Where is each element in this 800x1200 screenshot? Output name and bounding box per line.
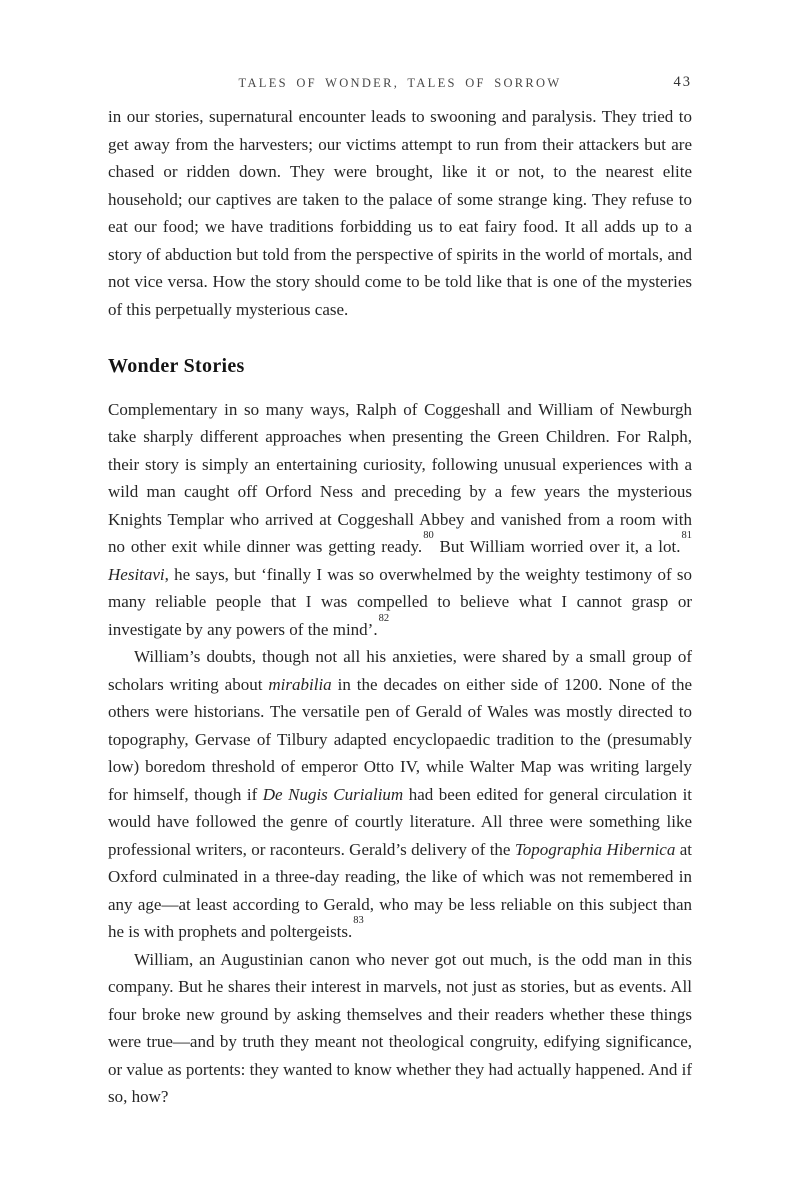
section-heading: Wonder Stories xyxy=(108,355,245,377)
paragraph xyxy=(108,396,692,644)
paragraph xyxy=(108,103,692,323)
italic-text: De Nugis Curialium xyxy=(262,784,404,804)
italic-text: Topographia Hibernica xyxy=(514,839,676,859)
italic-text: Hesitavi xyxy=(108,564,165,584)
text-run: William, an Augustinian canon who never got out much, is the odd man in this company. But he shares their interest in marvels, not just as stories, but as events. All four broke new ground by asking themselves and their readers whether these things were true—and by truth they meant not theological congruity, edifying significance, or value as portents: they wanted to know whether they had actually happened. And if so, how? xyxy=(108,949,692,1106)
page-number: 43 xyxy=(673,74,692,90)
text-run: had been edited for general circulation it would have followed the genre of courtly literature. All three were something like professional writers, or raconteurs. Gerald’s delivery of the xyxy=(108,784,693,859)
text-run: But William worried over it, a lot. xyxy=(433,537,681,556)
footnote-reference: 82 xyxy=(378,612,390,624)
paragraph xyxy=(108,643,692,946)
italic-text: mirabilia xyxy=(268,674,332,694)
text-run: at Oxford culminated in a three-day reading, the like of which was not remembered in any age—at least according to Gerald, who may be less reliable on this subject than he is with prophets and poltergeists. xyxy=(108,839,692,941)
footnote-reference: 80 xyxy=(423,530,434,542)
text-run: Complementary in so many ways, Ralph of Coggeshall and William of Newburgh take sharply different approaches when presenting the Green Children. For Ralph, their story is simply an entertaining curiosity, following unusual experiences with a wild man caught off Orford Ness and preceding by a few years the mysterious Knights Templar who arrived at Coggeshall Abbey and vanished from a room with no other exit while dinner was getting ready. xyxy=(108,399,692,556)
footnote-reference: 83 xyxy=(353,915,364,927)
page-header xyxy=(108,74,692,96)
paragraph xyxy=(108,946,692,1111)
footnote-reference: 81 xyxy=(681,530,692,542)
text-run: William’s doubts, though not all his anxieties, were shared by a small group of scholars writing about xyxy=(108,647,692,694)
text-run: , he says, but ‘finally I was so overwhelmed by the weighty testimony of so many reliable people that I was compelled to believe what I cannot grasp or investigate by any powers of the mind’. xyxy=(108,564,692,639)
text-run: in our stories, supernatural encounter leads to swooning and paralysis. They tried to get away from the harvesters; our victims attempt to run from their attackers but are chased or ridden down. They were brought, like it or not, to the nearest elite household; our captives are taken to the palace of some strange king. They refuse to eat our food; we have traditions forbidding us to eat fairy food. It all adds up to a story of abduction but told from the perspective of spirits in the world of mortals, and not vice versa. How the story should come to be told like that is one of the mysteries of this perpetually mysterious case. xyxy=(108,107,692,319)
body-text xyxy=(108,103,692,1111)
text-run: in the decades on either side of 1200. None of the others were historians. The versatile pen of Gerald of Wales was mostly directed to topography, Gervase of Tilbury adapted encyclopaedic tradition to the (presumably low) boredom threshold of emperor Otto IV, while Walter Map was writing largely for himself, though if xyxy=(108,674,692,804)
running-title: TALES OF WONDER, TALES OF SORROW xyxy=(238,76,562,90)
